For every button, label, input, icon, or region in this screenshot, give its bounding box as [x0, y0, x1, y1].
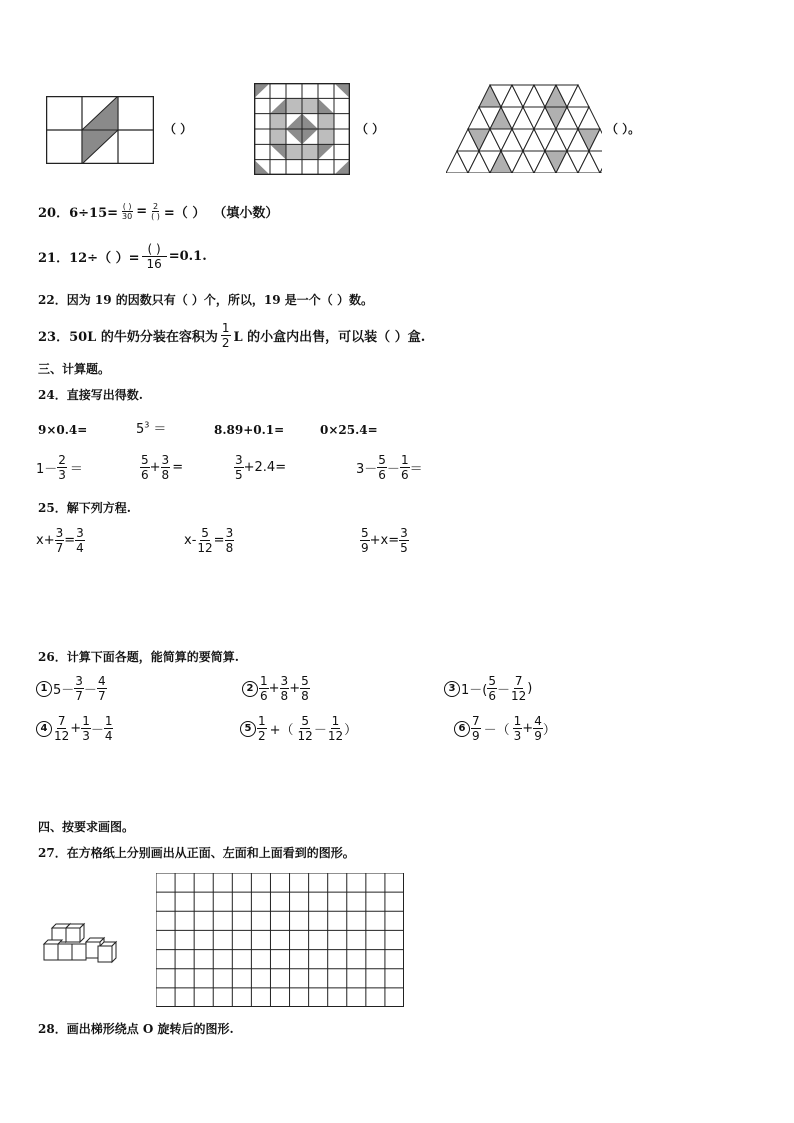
cube-stack-figure	[40, 922, 120, 966]
q26-problem-5: 5 $\frac{1}{2}$ +（ $\frac{5}{12}$ － $\frac{1}{12}$ ）	[240, 714, 357, 743]
question-28: 28．画出梯形绕点 O 旋转后的图形.	[38, 1022, 234, 1036]
question-27: 27．在方格纸上分别画出从正面、左面和上面看到的图形。	[38, 846, 355, 860]
figure-square-pattern	[254, 83, 350, 175]
q24-item-6: $\frac{5}{6}$ + $\frac{3}{8}$ =	[141, 453, 184, 482]
q24-item-5: 1－ $\frac{2}{3}$ ＝	[36, 453, 83, 482]
q26-problem-1: 1 5－ $\frac{3}{7}$ － $\frac{4}{7}$	[36, 674, 107, 703]
q26-problem-2: 2 $\frac{1}{6}$ + $\frac{3}{8}$ + $\frac{5}{8}$	[242, 674, 310, 703]
section-4-heading: 四、按要求画图。	[38, 820, 135, 834]
shaded-cell	[302, 144, 318, 159]
grid-paper[interactable]	[156, 873, 404, 1007]
equation-3: $\frac{5}{9}$ +x= $\frac{3}{5}$	[361, 526, 408, 555]
q26-problem-4: 4 $\frac{7}{12}$ + $\frac{1}{3}$ － $\frac{1}{4}$	[36, 714, 113, 743]
question-26-title: 26．计算下面各题，能简算的要简算.	[38, 650, 239, 664]
question-25-title: 25．解下列方程.	[38, 501, 131, 515]
shaded-cell	[302, 98, 318, 113]
question-24-title: 24．直接写出得数.	[38, 388, 143, 402]
shaded-cell	[270, 129, 286, 144]
question-20: 20．6÷15= $\frac{( )}{30}$ = $\frac{2}{( )}$ =（ ） （填小数）	[38, 202, 279, 221]
q24-item-7: $\frac{3}{5}$ +2.4=	[235, 453, 287, 482]
equation-1: x+ $\frac{3}{7}$ = $\frac{3}{4}$	[36, 526, 84, 555]
q24-item-4: 0×25.4=	[320, 423, 378, 437]
q24-item-8: 3－ $\frac{5}{6}$ － $\frac{1}{6}$ ＝	[356, 453, 423, 482]
equation-2: x- $\frac{5}{12}$ = $\frac{3}{8}$	[184, 526, 234, 555]
q26-problem-6: 6 $\frac{7}{9}$ －（ $\frac{1}{3}$ + $\frac{4}{9}$ ）	[454, 714, 556, 743]
answer-blank-2[interactable]: （ ）	[356, 122, 385, 136]
q24-item-1: 9×0.4=	[38, 423, 88, 437]
shaded-cell	[270, 114, 286, 129]
shaded-cell	[286, 144, 302, 159]
shaded-cell	[286, 98, 302, 113]
section-3-heading: 三、计算题。	[38, 362, 111, 376]
q24-item-3: 8.89+0.1=	[214, 423, 285, 437]
figure-rect-grid	[46, 96, 154, 164]
answer-blank-1[interactable]: （ ）	[164, 122, 193, 136]
question-22: 22．因为 19 的因数只有（ ）个，所以，19 是一个（ ）数。	[38, 293, 373, 307]
q24-item-2: $5^3$ ＝	[136, 420, 167, 437]
question-21: 21．12÷（ ）= $\frac{( )}{16}$ =0.1.	[38, 242, 207, 271]
shaded-cell	[318, 114, 334, 129]
figure-trapezoid-triangles	[446, 83, 602, 173]
question-23: 23．50L 的牛奶分装在容积为 $\frac{1}{2}$ L 的小盒内出售，可以装（ ）盒.	[38, 321, 426, 350]
q26-problem-3: 3 1－( $\frac{5}{6}$ － $\frac{7}{12}$ )	[444, 674, 532, 703]
answer-blank-3[interactable]: （ ）。	[606, 122, 641, 136]
shaded-cell	[318, 129, 334, 144]
